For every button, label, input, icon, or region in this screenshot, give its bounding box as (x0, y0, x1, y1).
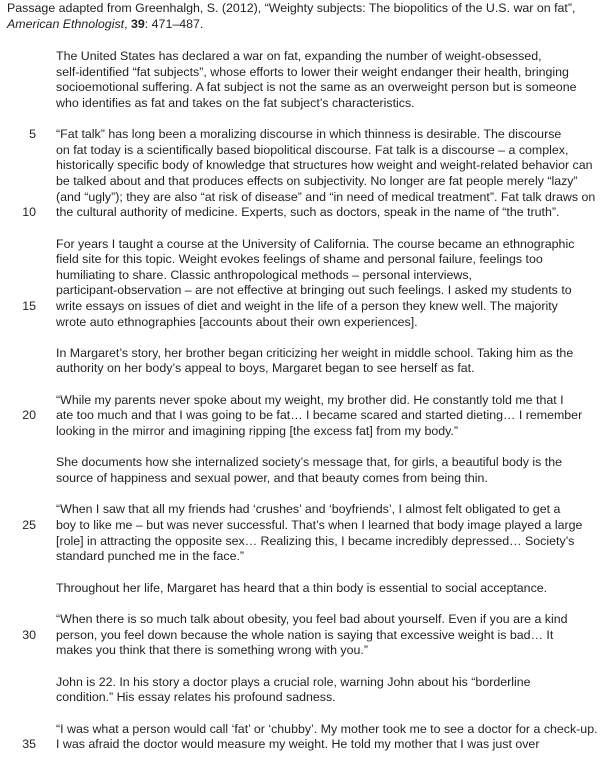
text-line: In Margaret’s story, her brother began criticizing her weight in middle school. Taking him as the (56, 345, 574, 360)
paragraph (22, 127, 606, 221)
text-line (22, 737, 606, 753)
text-line: The United States has declared a war on fat, expanding the number of weight-obsessed, (56, 49, 542, 63)
text-line: She documents how she internalized society’s message that, for girls, a beautiful body is the (56, 455, 563, 470)
text-line: makes you think that there is something wrong with you.” (56, 643, 368, 658)
text-line: “When there is so much talk about obesity, you feel bad about yourself. Even if you are a kind (56, 612, 568, 626)
line-number: 30 (22, 627, 36, 642)
text-line: Throughout her life, Margaret has heard that a thin body is essential to social acceptance. (56, 580, 548, 595)
line-number: 5 (29, 127, 36, 142)
line-number: 20 (22, 408, 36, 423)
text-line (22, 205, 606, 221)
line-text: “Fat talk” has long been a moralizing discourse in which thinness is desirable. The discourse (56, 127, 562, 142)
text-line: John is 22. In his story a doctor plays a crucial role, warning John about his “borderline (56, 674, 531, 689)
paragraph (56, 455, 606, 486)
citation-volume: 39 (130, 16, 145, 31)
text-line: socioemotional suffering. A fat subject is not the same as an overweight person but is someone (56, 80, 577, 95)
text-line: For years I taught a course at the University of California. The course became an ethnographic (56, 236, 575, 251)
text-line: condition.” His essay relates his profound sadness. (56, 690, 336, 705)
passage (22, 49, 606, 769)
text-line (22, 627, 606, 644)
line-text: write essays on issues of diet and weight in the life of a person they knew well. The majority (56, 298, 558, 313)
text-line: historically specific body of knowledge that structures how weight and weight-related behavior can (56, 158, 593, 173)
text-line: wrote auto ethnographies [accounts about their own experiences]. (56, 314, 418, 329)
paragraph (22, 721, 606, 753)
text-line: (and “ugly”); they are also “at risk of disease” and “in need of medical treatment”. Fat talk draws on (56, 189, 596, 204)
line-text: person, you feel down because the whole nation is saying that excessive weight is bad… It (56, 627, 554, 642)
text-line: field site for this topic. Weight evokes feelings of shame and personal failure, feelings too (56, 252, 543, 267)
paragraph (56, 346, 606, 377)
text-line: authority on her body’s appeal to boys, Margaret began to see herself as fat. (56, 361, 475, 376)
paragraph (56, 49, 606, 111)
paragraph (56, 675, 606, 706)
line-number: 35 (22, 737, 36, 752)
text-line: self-identified “fat subjects”, whose efforts to lower their weight endanger their health, bringing (56, 64, 569, 79)
line-text: I was afraid the doctor would measure my weight. He told my mother that I was just over (56, 737, 540, 752)
citation-text: Passage adapted from Greenhalgh, S. (2012), “Weighty subjects: The biopolitics of the U.S. war on fat”, (7, 1, 576, 15)
text-line: “I was what a person would call ‘fat’ or ‘chubby’. My mother took me to see a doctor for a check-up. (56, 721, 598, 736)
text-line: “While my parents never spoke about my weight, my brother did. He constantly told me that I (56, 392, 564, 407)
paragraph (22, 236, 606, 331)
text-line: [role] in attracting the opposite sex… Realizing this, I became incredibly depressed… Society’s (56, 533, 575, 548)
text-line: looking in the mirror and imagining ripping [the excess fat] from my body.” (56, 424, 458, 439)
text-line: “When I saw that all my friends had ‘crushes’ and ‘boyfriends’, I almost felt obligated to get a (56, 502, 561, 517)
line-text: ate too much and that I was going to be fat… I became scared and started dieting… I remember (56, 408, 583, 423)
paragraph (22, 392, 606, 440)
text-line: who identifies as fat and takes on the fat subject’s characteristics. (56, 95, 415, 110)
line-text: boy to like me – but was never successful. That’s when I learned that body image played a large (56, 518, 583, 533)
line-number: 15 (22, 298, 36, 313)
text-line: on fat today is a scientifically based biopolitical discourse. Fat talk is a discourse – a complex, (56, 142, 569, 157)
text-line (22, 298, 606, 315)
text-line: source of happiness and sexual power, and that beauty comes from being thin. (56, 471, 488, 486)
citation-pages: : 471–487. (144, 16, 204, 31)
paragraph (22, 502, 606, 564)
source-citation (7, 1, 607, 32)
text-line: humiliating to share. Classic anthropological methods – personal interviews, (56, 267, 472, 282)
citation-journal: American Ethnologist (7, 16, 125, 31)
paragraph (22, 612, 606, 659)
text-line: participant-observation – are not effective at bringing out such feelings. I asked my students to (56, 283, 572, 298)
text-line (29, 127, 606, 143)
text-line: standard punched me in the face.” (56, 549, 245, 564)
text-line (22, 518, 606, 534)
line-number: 10 (22, 205, 36, 220)
paragraph (56, 581, 606, 597)
line-text: the cultural authority of medicine. Experts, such as doctors, speak in the name of “the truth”. (56, 205, 560, 220)
citation-separator: , (124, 16, 131, 31)
line-number: 25 (22, 518, 36, 533)
text-line: be talked about and that produces effects on subjectivity. No longer are fat people merely “lazy” (56, 173, 578, 188)
text-line (22, 408, 606, 424)
